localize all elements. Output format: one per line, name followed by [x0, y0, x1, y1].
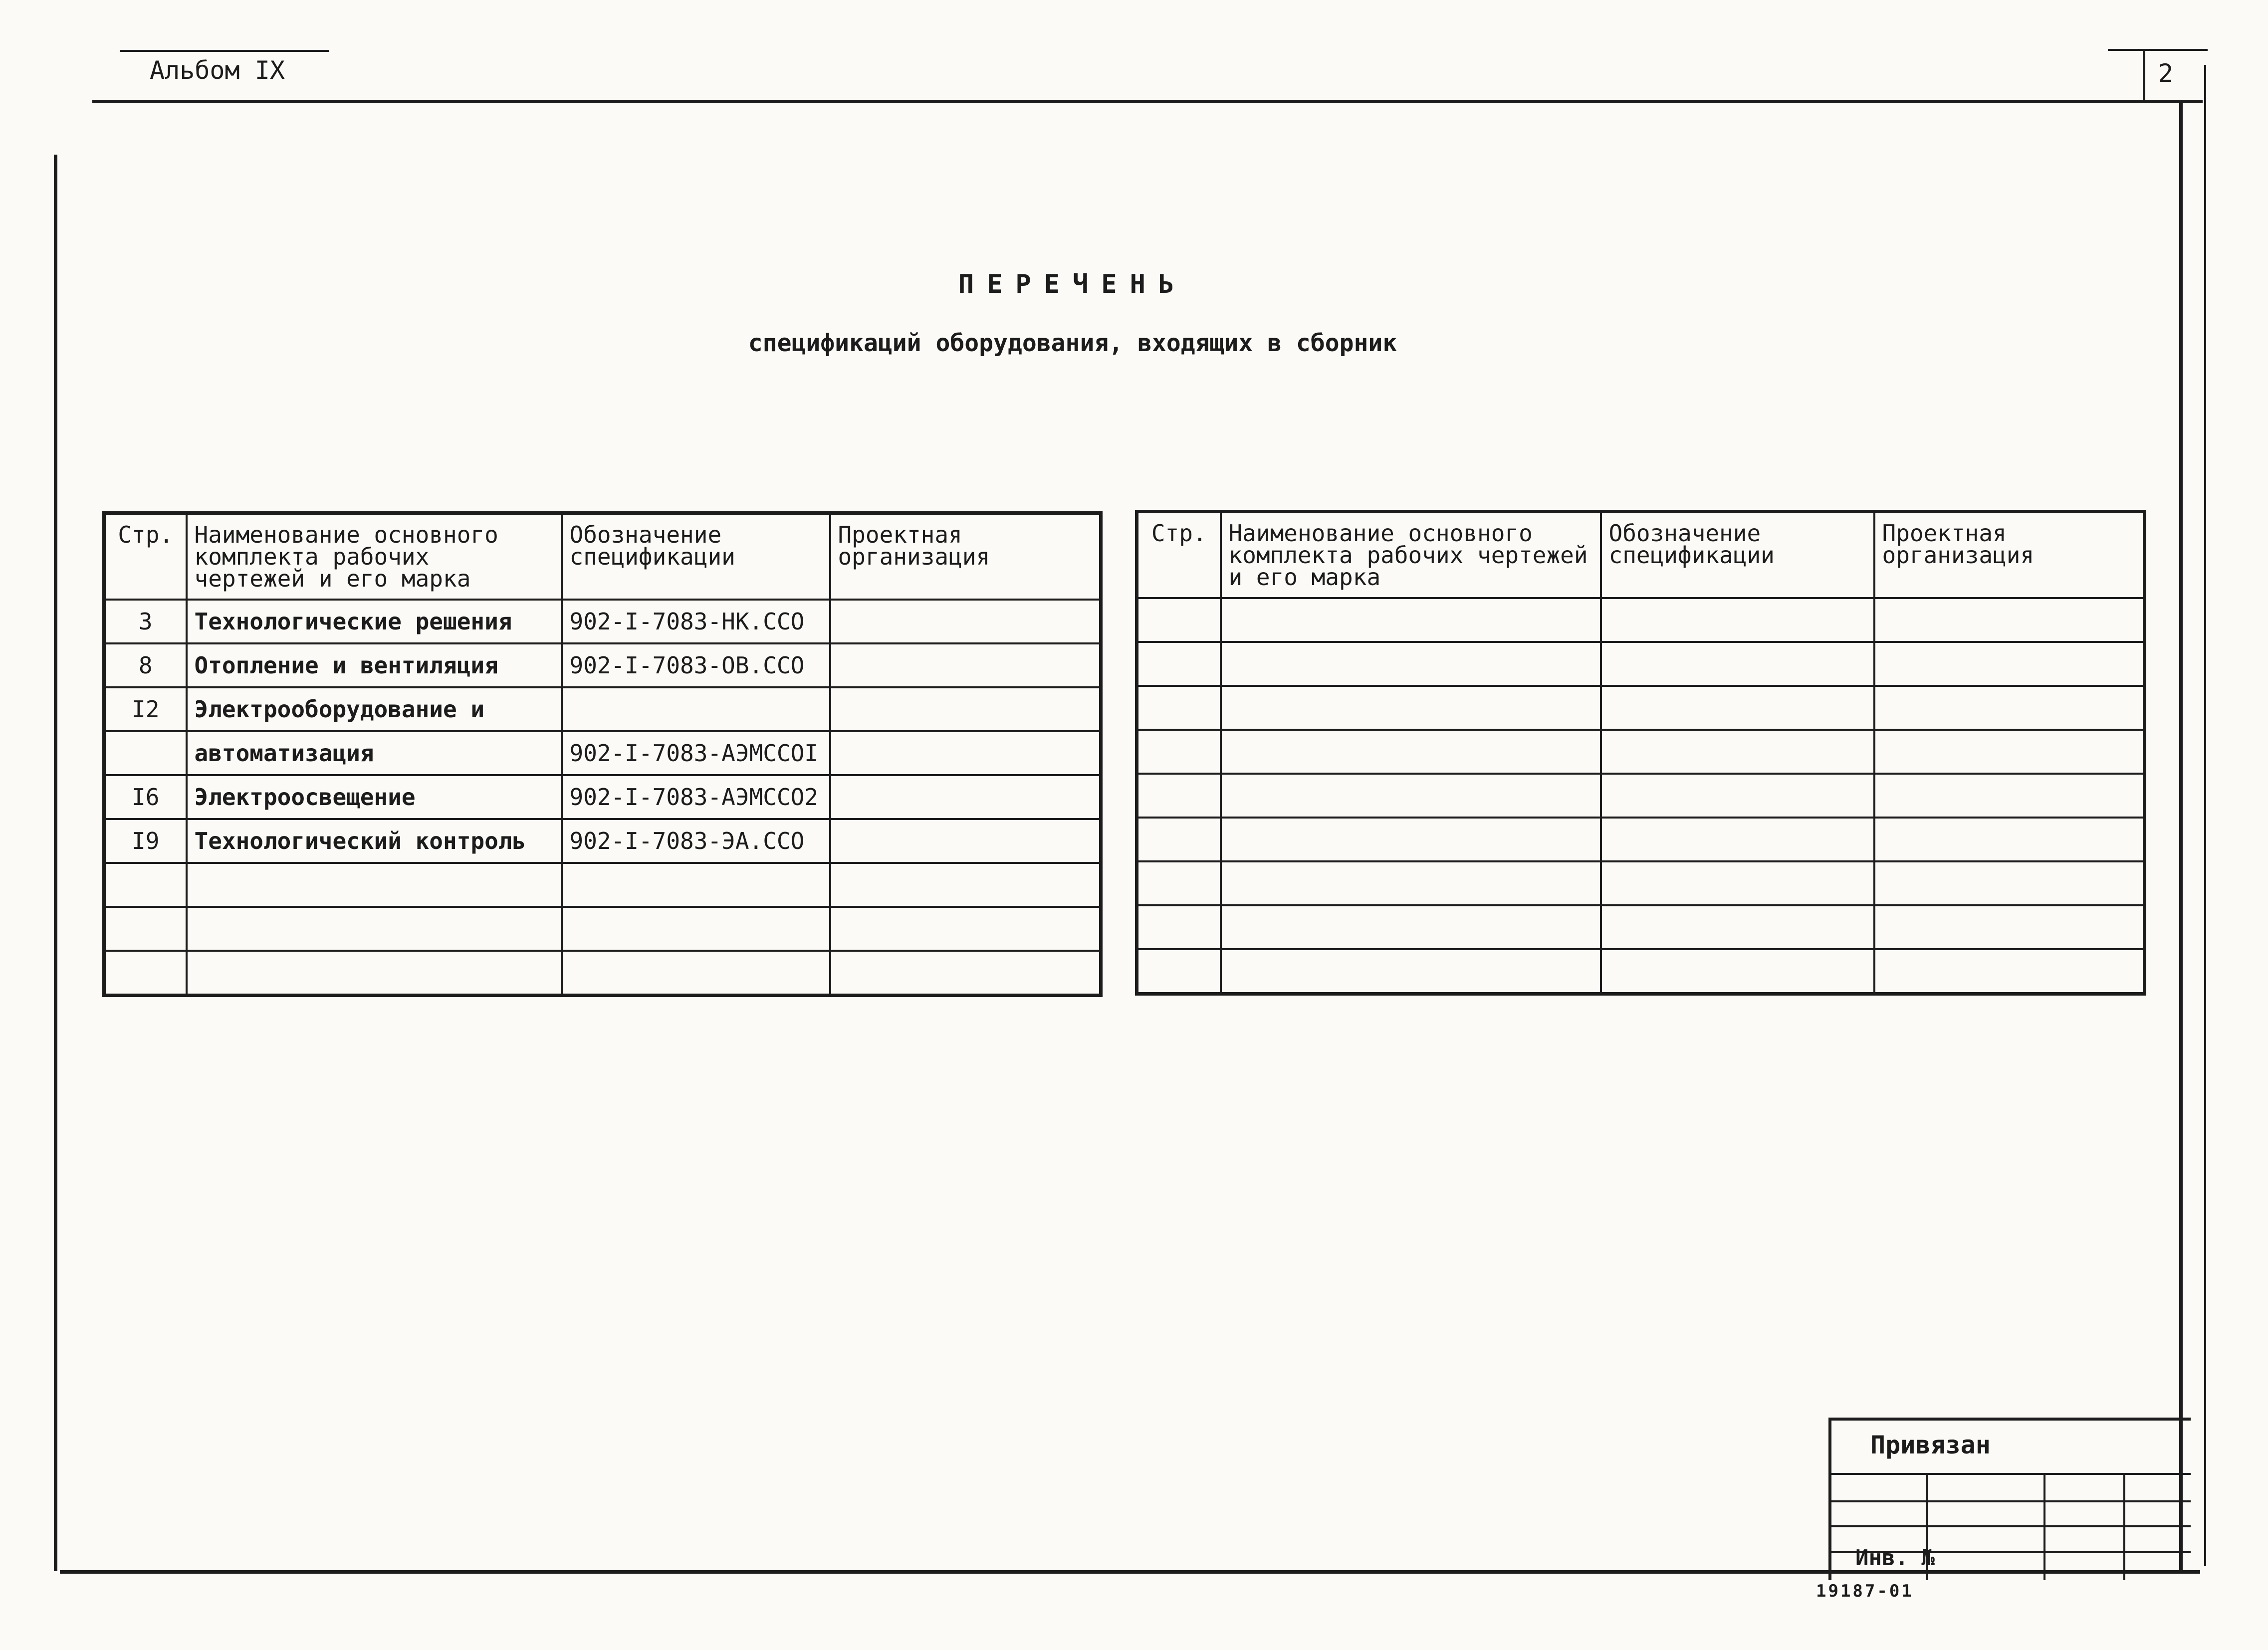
cell-name: Электрооборудование и	[187, 687, 562, 731]
table-row	[1137, 686, 2145, 730]
cell-name	[1221, 642, 1601, 686]
cell-designation	[1601, 949, 1874, 994]
document-subtitle: спецификаций оборудования, входящих в сборник	[748, 329, 1397, 357]
right-border	[2179, 102, 2183, 1574]
cell-name: автоматизация	[187, 731, 562, 775]
outer-right-border	[2204, 65, 2206, 1566]
cell-organization	[1874, 686, 2145, 730]
stamp-divider	[1831, 1525, 2191, 1527]
cell-designation	[1601, 730, 1874, 774]
page-number: 2	[2158, 59, 2174, 88]
column-header-organization: Проектная организация	[830, 513, 1101, 600]
table-row	[104, 600, 1101, 643]
table-header-row	[104, 513, 1101, 600]
cell-organization	[830, 863, 1101, 907]
cell-page	[1137, 642, 1221, 686]
cell-designation	[562, 687, 830, 731]
cell-name	[1221, 686, 1601, 730]
stamp-column-line	[2123, 1474, 2125, 1580]
cell-name	[187, 951, 562, 996]
cell-designation	[1601, 774, 1874, 818]
cell-name	[187, 907, 562, 951]
table-row	[1137, 598, 2145, 642]
cell-page: I2	[104, 687, 187, 731]
cell-organization	[1874, 598, 2145, 642]
inventory-label: Инв. №	[1855, 1545, 1935, 1571]
document-title: ПЕРЕЧЕНЬ	[958, 269, 1187, 299]
cell-page	[1137, 686, 1221, 730]
cell-designation: 902-I-7083-НК.ССО	[562, 600, 830, 643]
cell-organization	[830, 600, 1101, 643]
cell-designation	[1601, 861, 1874, 905]
column-header-designation: Обозначение спецификации	[562, 513, 830, 600]
archive-number: 19187-01	[1816, 1581, 1914, 1601]
cell-designation	[1601, 598, 1874, 642]
cell-designation	[1601, 642, 1874, 686]
cell-organization	[830, 731, 1101, 775]
stamp-divider	[1831, 1473, 2191, 1475]
table-row	[1137, 774, 2145, 818]
table-row	[1137, 818, 2145, 861]
cell-designation	[562, 951, 830, 996]
cell-designation: 902-I-7083-ОВ.ССО	[562, 643, 830, 687]
cell-name: Технологические решения	[187, 600, 562, 643]
column-header-page: Стр.	[104, 513, 187, 600]
cell-page: I6	[104, 775, 187, 819]
cell-page	[104, 907, 187, 951]
cell-designation: 902-I-7083-АЭМССО2	[562, 775, 830, 819]
cell-page: 8	[104, 643, 187, 687]
cell-name: Технологический контроль	[187, 819, 562, 863]
cell-designation	[562, 863, 830, 907]
cell-page	[1137, 774, 1221, 818]
table-row	[104, 863, 1101, 907]
binding-stamp	[1828, 1418, 2191, 1580]
cell-name	[1221, 949, 1601, 994]
cell-page	[104, 863, 187, 907]
cell-organization	[1874, 949, 2145, 994]
cell-organization	[830, 643, 1101, 687]
table-row	[104, 731, 1101, 775]
table-row	[104, 819, 1101, 863]
cell-page	[1137, 949, 1221, 994]
cell-page	[104, 951, 187, 996]
cell-organization	[1874, 818, 2145, 861]
cell-designation: 902-I-7083-ЭА.ССО	[562, 819, 830, 863]
cell-organization	[830, 687, 1101, 731]
cell-name: Электроосвещение	[187, 775, 562, 819]
table-row	[104, 951, 1101, 996]
column-header-name: Наименование основного комплекта рабочих чертежей и его марка	[1221, 512, 1601, 599]
cell-name	[1221, 818, 1601, 861]
cell-organization	[830, 907, 1101, 951]
table-row	[1137, 949, 2145, 994]
stamp-column-line	[2043, 1474, 2045, 1580]
cell-designation	[1601, 905, 1874, 949]
cell-organization	[1874, 861, 2145, 905]
cell-page	[1137, 861, 1221, 905]
cell-page	[1137, 905, 1221, 949]
table-header-row	[1137, 512, 2145, 599]
table-row	[104, 643, 1101, 687]
cell-page	[104, 731, 187, 775]
table-row	[104, 687, 1101, 731]
left-border	[54, 155, 57, 1571]
column-header-name: Наименование основного комплекта рабочих чертежей и его марка	[187, 513, 562, 600]
header-label-rule	[120, 50, 329, 52]
cell-name	[1221, 598, 1601, 642]
table-row	[1137, 730, 2145, 774]
cell-organization	[830, 819, 1101, 863]
table-row	[1137, 861, 2145, 905]
cell-organization	[830, 951, 1101, 996]
table-row	[1137, 642, 2145, 686]
header-rule	[92, 100, 2203, 103]
table-row	[104, 907, 1101, 951]
table-row	[1137, 905, 2145, 949]
cell-name	[187, 863, 562, 907]
cell-page: I9	[104, 819, 187, 863]
cell-organization	[1874, 774, 2145, 818]
cell-name	[1221, 861, 1601, 905]
cell-page	[1137, 818, 1221, 861]
column-header-designation: Обозначение спецификации	[1601, 512, 1874, 599]
stamp-divider	[1831, 1500, 2191, 1502]
column-header-organization: Проектная организация	[1874, 512, 2145, 599]
cell-organization	[830, 775, 1101, 819]
spec-table-right	[1135, 510, 2146, 996]
cell-designation	[1601, 818, 1874, 861]
spec-table-left	[102, 511, 1103, 997]
cell-designation	[1601, 686, 1874, 730]
cell-designation: 902-I-7083-АЭМССОI	[562, 731, 830, 775]
column-header-page: Стр.	[1137, 512, 1221, 599]
cell-organization	[1874, 642, 2145, 686]
cell-page	[1137, 598, 1221, 642]
page-box-left	[2143, 50, 2145, 102]
cell-name: Отопление и вентиляция	[187, 643, 562, 687]
page-box-top	[2108, 49, 2208, 51]
cell-name	[1221, 774, 1601, 818]
table-row	[104, 775, 1101, 819]
cell-page: 3	[104, 600, 187, 643]
stamp-title: Привязан	[1870, 1431, 1991, 1459]
cell-page	[1137, 730, 1221, 774]
cell-organization	[1874, 730, 2145, 774]
cell-organization	[1874, 905, 2145, 949]
cell-designation	[562, 907, 830, 951]
cell-name	[1221, 905, 1601, 949]
album-label: Альбом IX	[150, 56, 285, 85]
cell-name	[1221, 730, 1601, 774]
